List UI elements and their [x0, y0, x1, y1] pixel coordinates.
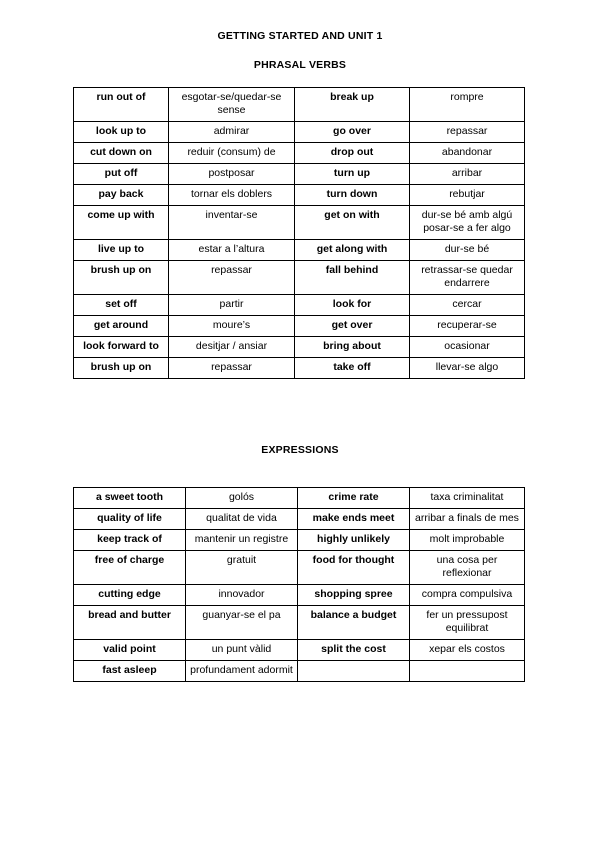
- english-term-cell: a sweet tooth: [74, 488, 186, 509]
- english-term-cell: food for thought: [298, 551, 410, 585]
- english-term-cell: look forward to: [74, 337, 169, 358]
- english-term-cell: crime rate: [298, 488, 410, 509]
- translation-cell: desitjar / ansiar: [169, 337, 295, 358]
- phrasal-verbs-heading: PHRASAL VERBS: [253, 59, 347, 71]
- expressions-heading: EXPRESSIONS: [261, 444, 339, 456]
- english-term-cell: turn down: [295, 185, 410, 206]
- translation-cell: inventar-se: [169, 206, 295, 240]
- table-row: [74, 261, 525, 295]
- translation-cell: rebutjar: [410, 185, 525, 206]
- english-term-cell: look up to: [74, 122, 169, 143]
- expressions-table: [73, 487, 525, 682]
- english-term-cell: break up: [295, 88, 410, 122]
- english-term-cell: live up to: [74, 240, 169, 261]
- table-row: [74, 88, 525, 122]
- table-row: [74, 316, 525, 337]
- english-term-cell: bring about: [295, 337, 410, 358]
- translation-cell: arribar: [410, 164, 525, 185]
- english-term-cell: keep track of: [74, 530, 186, 551]
- translation-cell: moure’s: [169, 316, 295, 337]
- english-term-cell: look for: [295, 295, 410, 316]
- translation-cell: rompre: [410, 88, 525, 122]
- english-term-cell: get over: [295, 316, 410, 337]
- translation-cell: mantenir un registre: [186, 530, 298, 551]
- english-term-cell: shopping spree: [298, 585, 410, 606]
- translation-cell: taxa criminalitat: [410, 488, 525, 509]
- translation-cell: reduir (consum) de: [169, 143, 295, 164]
- table-row: [74, 143, 525, 164]
- english-term-cell: set off: [74, 295, 169, 316]
- translation-cell: arribar a finals de mes: [410, 509, 525, 530]
- table-row: [74, 206, 525, 240]
- translation-cell: retrassar-se quedar endarrere: [410, 261, 525, 295]
- translation-cell: profundament adormit: [186, 661, 298, 682]
- english-term-cell: valid point: [74, 640, 186, 661]
- translation-cell: qualitat de vida: [186, 509, 298, 530]
- table-row: [74, 358, 525, 379]
- english-term-cell: quality of life: [74, 509, 186, 530]
- translation-cell: dur-se bé amb algú posar-se a fer algo: [410, 206, 525, 240]
- translation-cell: llevar-se algo: [410, 358, 525, 379]
- english-term-cell: split the cost: [298, 640, 410, 661]
- translation-cell: un punt vàlid: [186, 640, 298, 661]
- table-row: [74, 122, 525, 143]
- translation-cell: gratuit: [186, 551, 298, 585]
- translation-cell: compra compulsiva: [410, 585, 525, 606]
- translation-cell: ocasionar: [410, 337, 525, 358]
- english-term-cell: run out of: [74, 88, 169, 122]
- table-row: [74, 488, 525, 509]
- english-term-cell: get around: [74, 316, 169, 337]
- translation-cell: admirar: [169, 122, 295, 143]
- english-term-cell: bread and butter: [74, 606, 186, 640]
- translation-cell: repassar: [169, 358, 295, 379]
- translation-cell: xepar els costos: [410, 640, 525, 661]
- translation-cell: partir: [169, 295, 295, 316]
- english-term-cell: brush up on: [74, 358, 169, 379]
- english-term-cell: free of charge: [74, 551, 186, 585]
- page-title: GETTING STARTED AND UNIT 1: [217, 30, 383, 42]
- table-row: [74, 295, 525, 316]
- english-term-cell: fast asleep: [74, 661, 186, 682]
- english-term-cell: highly unlikely: [298, 530, 410, 551]
- translation-cell: postposar: [169, 164, 295, 185]
- english-term-cell: brush up on: [74, 261, 169, 295]
- english-term-cell: come up with: [74, 206, 169, 240]
- table-row: [74, 185, 525, 206]
- table-row: [74, 530, 525, 551]
- translation-cell: esgotar-se/quedar-se sense: [169, 88, 295, 122]
- english-term-cell: drop out: [295, 143, 410, 164]
- translation-cell: repassar: [410, 122, 525, 143]
- table-row: [74, 509, 525, 530]
- translation-cell: cercar: [410, 295, 525, 316]
- translation-cell: golós: [186, 488, 298, 509]
- translation-cell: una cosa per reflexionar: [410, 551, 525, 585]
- table-row: [74, 606, 525, 640]
- translation-cell: dur-se bé: [410, 240, 525, 261]
- table-row: [74, 240, 525, 261]
- phrasal-verbs-table: [73, 87, 525, 379]
- english-term-cell: put off: [74, 164, 169, 185]
- english-term-cell: go over: [295, 122, 410, 143]
- translation-cell: estar a l’altura: [169, 240, 295, 261]
- table-row: [74, 551, 525, 585]
- translation-cell: repassar: [169, 261, 295, 295]
- translation-cell: abandonar: [410, 143, 525, 164]
- english-term-cell: pay back: [74, 185, 169, 206]
- table-row: [74, 585, 525, 606]
- english-term-cell: make ends meet: [298, 509, 410, 530]
- english-term-cell: get on with: [295, 206, 410, 240]
- table-row: [74, 164, 525, 185]
- english-term-cell: get along with: [295, 240, 410, 261]
- table-row: [74, 337, 525, 358]
- english-term-cell: cutting edge: [74, 585, 186, 606]
- english-term-cell: [298, 661, 410, 682]
- english-term-cell: take off: [295, 358, 410, 379]
- table-row: [74, 661, 525, 682]
- translation-cell: innovador: [186, 585, 298, 606]
- english-term-cell: cut down on: [74, 143, 169, 164]
- translation-cell: recuperar-se: [410, 316, 525, 337]
- translation-cell: fer un pressupost equilibrat: [410, 606, 525, 640]
- table-row: [74, 640, 525, 661]
- english-term-cell: fall behind: [295, 261, 410, 295]
- english-term-cell: balance a budget: [298, 606, 410, 640]
- english-term-cell: turn up: [295, 164, 410, 185]
- translation-cell: tornar els doblers: [169, 185, 295, 206]
- translation-cell: molt improbable: [410, 530, 525, 551]
- translation-cell: guanyar-se el pa: [186, 606, 298, 640]
- translation-cell: [410, 661, 525, 682]
